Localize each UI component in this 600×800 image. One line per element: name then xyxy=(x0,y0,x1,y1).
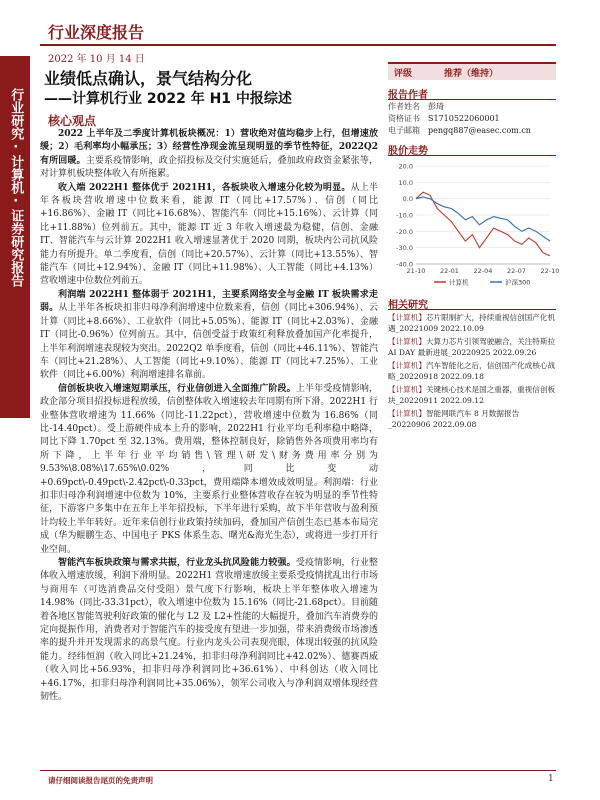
author-row xyxy=(388,113,556,124)
report-subtitle: ——计算机行业 2022 年 H1 中报综述 xyxy=(44,91,292,107)
analyst-heading: 报告作者 xyxy=(388,86,556,100)
legend-label: 计算机 xyxy=(449,278,469,287)
main-body xyxy=(40,128,378,768)
related-report-tag: 【计算机】 xyxy=(388,313,426,322)
y-tick-label: -20.0 xyxy=(396,227,413,236)
paragraph-text: 主要系疫情影响，政企招投标及交付实施延后，叠加政府政资金紧张等，对计算机板块整体收入有所拖累。 xyxy=(40,155,378,180)
y-tick-label: -30.0 xyxy=(396,244,413,253)
x-tick-label: 22-04 xyxy=(473,267,493,275)
body-paragraph xyxy=(40,128,378,182)
related-report-item[interactable] xyxy=(388,409,556,430)
x-tick-label: 22-10 xyxy=(540,267,560,275)
vertical-category-label: 行业研究·计算机·证券研究报告 xyxy=(8,88,24,287)
stock-trend-heading: 股价走势 xyxy=(388,142,556,156)
author-row xyxy=(388,101,556,112)
related-research-heading: 相关研究 xyxy=(388,296,556,310)
y-tick-label: 20.0 xyxy=(398,162,413,171)
report-title: 业绩低点确认，景气结构分化 xyxy=(44,69,253,88)
page-number: 1 xyxy=(548,774,554,784)
paragraph-text: 受疫情影响，行业整体收入增速放缓，利润下滑明显。2022H1 营收增速放缓主要系受疫情扰乱出行市场与商用车（可选消费品交付受阻）景气度下行影响，板块上半年整体收入增速为 14.98%（同比-33.31pct），收入增速中位数为 15.16%（同比-21.68pct）。目前随着各地区智能驾驶利好政策的催化与 L2 及 L2+性能的大幅提升，叠加汽车消费券的定向提振作用，消费者对于智能汽车的接受度有望进一步加强，带来消费级市场渗透率的提升并开发现需求的高景气度。行业内龙头公司表现亮眼，体现出较强的抗风险能力。经纬恒润（收入同比+21.24%，扣非归母净利润同比+42.02%）、德赛西威（收入同比+56.93%，扣非归母净利润同比+36.61%）、中科创达（收入同比+46.17%，扣非归母净利润同比+35.06%），领军公司收入与净利润双增体现经营韧性。 xyxy=(40,558,378,703)
sidebar xyxy=(388,62,560,430)
author-row xyxy=(388,125,556,136)
body-paragraph xyxy=(40,557,378,704)
disclaimer-note: 请仔细阅读报告尾页的免责声明 xyxy=(48,776,153,785)
related-report-date: 2022.10.09 xyxy=(440,323,484,333)
related-report-title: 大算力芯片引领驾驶融合，关注特斯拉 AI DAY 最新进展_20220925 xyxy=(388,337,556,357)
author-value: 彭琦 xyxy=(428,102,444,111)
related-report-title: 关键核心技术是国之重器，重视信创板块_20220911 xyxy=(388,385,556,405)
y-tick-label: 10.0 xyxy=(398,178,413,187)
series-line-csi300 xyxy=(416,197,550,241)
author-key: 作者姓名 xyxy=(388,102,420,111)
related-report-tag: 【计算机】 xyxy=(388,409,426,418)
paragraph-lead: 智能汽车板块政策与需求共振，行业龙头抗风险能力较强。 xyxy=(58,558,296,568)
body-paragraph xyxy=(40,289,378,383)
author-key: 电子邮箱 xyxy=(388,126,420,135)
header-divider xyxy=(40,44,556,46)
author-value: S1710522060001 xyxy=(428,114,500,123)
paragraph-lead: 2022 上半年及二季度计算机板块概况：1）营收绝对值均稳步上行，但增速放缓；2）毛利率均小幅承压；3）经营性净现金流呈现明显的季节性特征，2022Q2 有所回暖。 xyxy=(40,129,378,166)
y-tick-label: -10.0 xyxy=(396,211,413,220)
body-paragraph xyxy=(40,182,378,289)
paragraph-lead: 收入端 2022H1 整体优于 2021H1，各板块收入增速分化较为明显。 xyxy=(58,182,351,193)
related-report-item[interactable] xyxy=(388,385,556,406)
body-paragraph xyxy=(40,383,378,557)
core-points-heading: 核心观点 xyxy=(48,114,97,128)
related-report-title: 智能网联汽车 8 月数据报告_20220906 xyxy=(388,409,520,429)
related-report-item[interactable] xyxy=(388,361,556,382)
x-tick-label: 21-10 xyxy=(406,267,426,275)
rating-bar xyxy=(388,62,556,80)
related-report-date: 2022.09.26 xyxy=(492,347,537,357)
report-type-label: 行业深度报告 xyxy=(48,23,145,42)
author-email[interactable]: pengq887@easec.com.cn xyxy=(428,126,531,135)
report-date: 2022 年 10 月 14 日 xyxy=(48,54,145,65)
series-line-computer xyxy=(416,192,550,256)
related-report-date: 2022.09.08 xyxy=(432,419,477,429)
legend-label: 沪深300 xyxy=(505,278,531,287)
trend-chart-svg xyxy=(388,160,560,290)
y-tick-label: 0.0 xyxy=(402,195,413,204)
rating-value: 推荐（维持） xyxy=(444,68,499,79)
related-report-tag: 【计算机】 xyxy=(388,385,426,394)
related-report-title: 芯片限制扩大，持续重视信创国产化机遇_20221009 xyxy=(388,313,556,333)
x-tick-label: 22-07 xyxy=(507,267,526,275)
y-tick-label: -40.0 xyxy=(396,260,413,269)
rating-label: 评级 xyxy=(394,68,413,79)
x-tick-label: 22-01 xyxy=(440,267,459,275)
stock-trend-chart xyxy=(388,160,560,290)
related-report-tag: 【计算机】 xyxy=(388,337,426,346)
paragraph-lead: 利润端 2022H1 整体弱于 2021H1，主要系网络安全与金融 IT 板块需求走弱。 xyxy=(40,289,378,314)
related-report-date: 2022.09.18 xyxy=(440,371,484,381)
related-report-date: 2022.09.12 xyxy=(440,395,484,405)
related-report-item[interactable] xyxy=(388,337,556,358)
paragraph-text: 从上半年各板块营收增速中位数来看，能源 IT（同比+17.57%）、信创（同比+16.86%）、金融 IT（同比+16.68%）、智能汽车（同比+15.16%）、云计算（同比+11.88%）位列前五。其中，能源 IT 近 3 年收入增速最为稳健，信创、金融 IT、智能汽车与云计算 2022H1 收入增速显著优于 2020 同期，板块内公司抗风险能力有所提升。单二季度看，信创（同比+20.57%）、云计算（同比+13.55%）、智能汽车（同比+12.94%）、金融 IT（同比+11.98%）、人工智能（同比+4.13%）营收增速中位数位列前五。 xyxy=(40,182,378,287)
related-report-tag: 【计算机】 xyxy=(388,361,426,370)
footer-divider xyxy=(40,770,556,771)
vertical-category-bar xyxy=(0,56,30,418)
paragraph-text: 从上半年各板块扣非归母净利润增速中位数来看，信创（同比+306.94%）、云计算（同比+8.66%）、工业软件（同比+5.05%）、能源 IT（同比+2.03%）、金融 IT（同比-0.96%）位列前五。其中，信创受益于政策红利释放叠加国产化率提升，上半年利润增速表现较为突出。2022Q2 单季度看，信创（同比+46.11%）、智能汽车（同比+21.28%）、人工智能（同比+9.10%）、能源 IT（同比+7.25%）、工业软件（同比+6.00%）利润增速排名靠前。 xyxy=(40,303,378,381)
author-key: 资格证书 xyxy=(388,114,420,123)
paragraph-text: 上半年受疫情影响，政企部分项目招投标进程放缓，信创整体收入增速较去年同期有所下滑。2022H1 行业整体营收增速为 11.66%（同比-11.22pct），营收增速中位数为 16.86%（同比-14.40pct）。受上游硬件成本上升的影响，2022H1 行业平均毛利率稳中略降，同比下降 1.70pct 至 32.13%。费用端，整体控制良好，除销售外各项费用率均有所下降，上半年行业平均销售\管理\研发\财务费用率分别为 9.53%\8.08%\17.65%\0.02%，同比变动+0.69pct\-0.49pct\-2.42pct\-0.33pct，费用端降本增效成效明显。利润端：行业扣非归母净利润增速中位数为 10%，主要系行业整体营收存在较为明显的季节性特征，下游客户多集中在五年上半年招投标，下半年进行采购，故下半年营收与盈利预计均较上半年转好。近年来信创行业政策持续加码，叠加国产信创生态已基本布局完成（华为鲲鹏生态、中国电子 PKS 体系生态、曙光&海光生态），或将进一步打开行业空间。 xyxy=(40,383,378,555)
related-report-title: 汽车智能化之后，信创国产化成核心战略_20220918 xyxy=(388,361,556,381)
related-report-item[interactable] xyxy=(388,313,556,334)
paragraph-lead: 信创板块收入增速短期承压，行业信创进入全面推广阶段。 xyxy=(58,383,296,394)
